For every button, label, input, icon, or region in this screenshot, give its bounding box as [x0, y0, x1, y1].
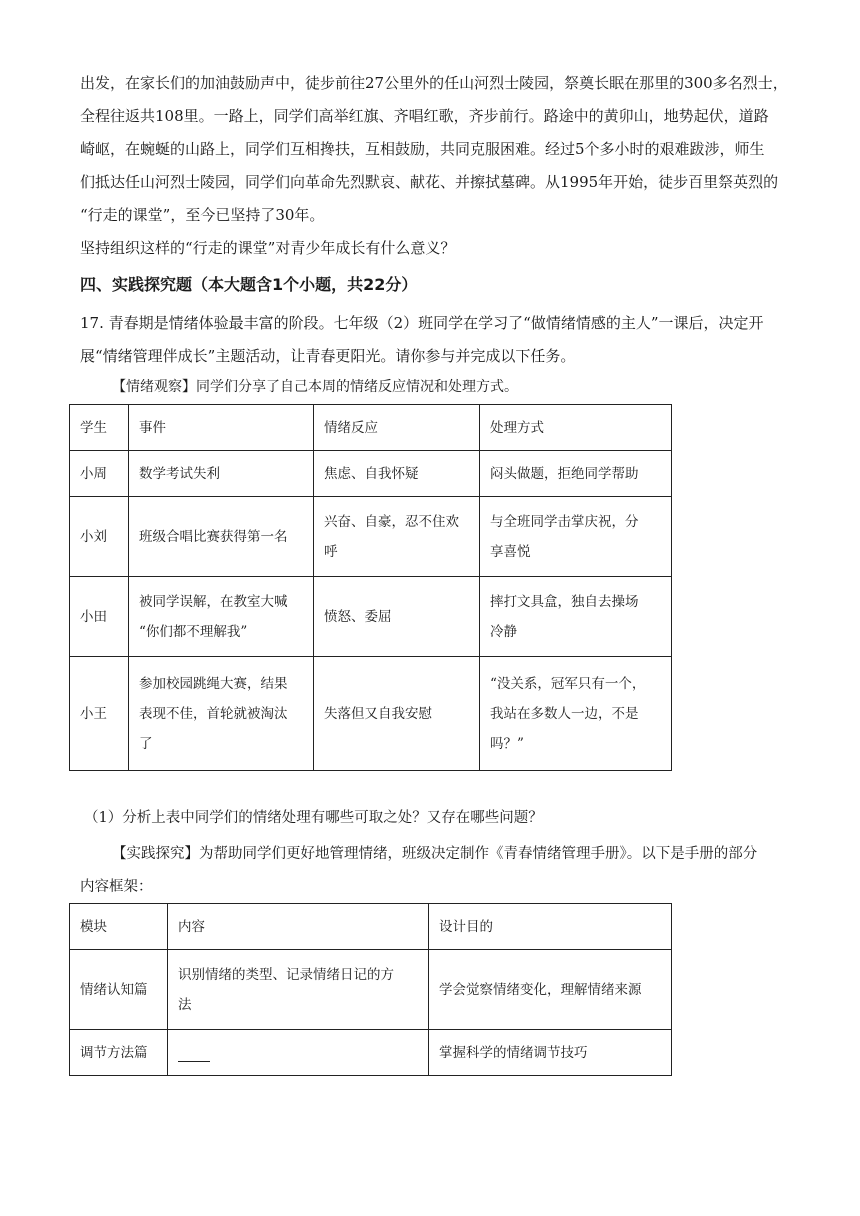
module-cell: 情绪认知篇	[70, 950, 168, 1030]
handling-text: 摔打文具盒，独自去操场	[490, 593, 639, 610]
handling-text: 享喜悦	[490, 543, 531, 560]
passage-line: 全程往返共108里。一路上，同学们高举红旗、齐唱红歌，齐步前行。路途中的黄卯山，地势起伏，道路	[80, 107, 769, 125]
event-text: 被同学误解，在教室大喊	[139, 593, 288, 610]
student-cell: 小刘	[70, 497, 129, 577]
header-cell: 学生	[70, 405, 129, 451]
handling-cell	[480, 451, 672, 497]
table-header-row	[70, 904, 672, 950]
passage-question: 坚持组织这样的“行走的课堂”对青少年成长有什么意义？	[80, 239, 456, 257]
table-row	[70, 451, 672, 497]
handling-text: 我站在多数人一边，不是	[490, 705, 639, 722]
handling-cell	[480, 497, 672, 577]
table-row	[70, 1030, 672, 1076]
practice-paragraph	[80, 838, 780, 904]
practice-line: 【实践探究】为帮助同学们更好地管理情绪，班级决定制作《青春情绪管理手册》。以下是手册的部分	[112, 846, 758, 862]
handling-text: 闷头做题，拒绝同学帮助	[490, 465, 639, 482]
event-cell	[129, 577, 314, 657]
question-17-stem	[80, 307, 780, 373]
content-cell	[168, 1030, 429, 1076]
question-line: 17. 青春期是情绪体验最丰富的阶段。七年级（2）班同学在学习了“做情绪情感的主人”一课后，决定开	[80, 314, 764, 332]
reaction-text: 兴奋、自豪，忍不住欢	[324, 513, 459, 530]
header-cell: 内容	[168, 904, 429, 950]
passage-paragraph	[80, 67, 788, 265]
handbook-framework-table	[69, 903, 672, 1076]
handling-text: 冷静	[490, 623, 517, 640]
table-row	[70, 950, 672, 1030]
content-cell	[168, 950, 429, 1030]
event-text: 数学考试失利	[139, 465, 220, 482]
student-cell: 小王	[70, 657, 129, 771]
event-text: 表现不佳，首轮就被淘汰	[139, 705, 288, 722]
table-row	[70, 577, 672, 657]
reaction-cell	[314, 451, 480, 497]
header-cell: 模块	[70, 904, 168, 950]
reaction-text: 焦虑、自我怀疑	[324, 465, 419, 482]
table-header-row	[70, 405, 672, 451]
sub-question-1: （1）分析上表中同学们的情绪处理有哪些可取之处？又存在哪些问题？	[84, 810, 543, 826]
handling-text: 与全班同学击掌庆祝，分	[490, 513, 639, 530]
purpose-cell: 学会觉察情绪变化，理解情绪来源	[429, 950, 672, 1030]
table-row	[70, 657, 672, 771]
emotion-observation-table	[69, 404, 672, 771]
table-row	[70, 497, 672, 577]
purpose-cell: 掌握科学的情绪调节技巧	[429, 1030, 672, 1076]
handling-text: 吗？”	[490, 735, 524, 752]
header-cell: 事件	[129, 405, 314, 451]
event-text: 参加校园跳绳大赛，结果	[139, 675, 288, 692]
content-text: 法	[178, 996, 192, 1013]
passage-line: 出发，在家长们的加油鼓励声中，徒步前往27公里外的任山河烈士陵园，祭奠长眠在那里的300多名烈士，	[80, 74, 788, 92]
header-cell: 处理方式	[480, 405, 672, 451]
reaction-cell	[314, 577, 480, 657]
observation-caption: 【情绪观察】同学们分享了自己本周的情绪反应情况和处理方式。	[112, 379, 518, 395]
practice-line: 内容框架：	[80, 879, 153, 895]
event-cell	[129, 497, 314, 577]
header-cell: 设计目的	[429, 904, 672, 950]
reaction-cell	[314, 657, 480, 771]
event-cell	[129, 451, 314, 497]
event-cell	[129, 657, 314, 771]
event-text: 班级合唱比赛获得第一名	[139, 528, 288, 545]
content-text: 识别情绪的类型、记录情绪日记的方	[178, 966, 394, 983]
student-cell: 小周	[70, 451, 129, 497]
reaction-text: 呼	[324, 543, 338, 560]
answer-blank[interactable]	[178, 1045, 210, 1062]
passage-line: 们抵达任山河烈士陵园，同学们向革命先烈默哀、献花、并擦拭墓碑。从1995年开始，徒步百里祭英烈的	[80, 173, 779, 191]
passage-line: 崎岖，在蜿蜒的山路上，同学们互相搀扶，互相鼓励，共同克服困难。经过5个多小时的艰难跋涉，师生	[80, 140, 765, 158]
handling-cell	[480, 657, 672, 771]
handling-cell	[480, 577, 672, 657]
reaction-text: 失落但又自我安慰	[324, 705, 432, 722]
header-cell: 情绪反应	[314, 405, 480, 451]
question-line: 展“情绪管理伴成长”主题活动，让青春更阳光。请你参与并完成以下任务。	[80, 347, 576, 365]
student-cell: 小田	[70, 577, 129, 657]
handling-text: “没关系，冠军只有一个，	[490, 675, 646, 692]
event-text: “你们都不理解我”	[139, 623, 248, 640]
reaction-cell	[314, 497, 480, 577]
module-cell: 调节方法篇	[70, 1030, 168, 1076]
section-heading: 四、实践探究题（本大题含1个小题，共22分）	[80, 275, 418, 294]
event-text: 了	[139, 735, 153, 752]
passage-line: “行走的课堂”，至今已坚持了30年。	[80, 206, 325, 224]
reaction-text: 愤怒、委屈	[324, 608, 392, 625]
